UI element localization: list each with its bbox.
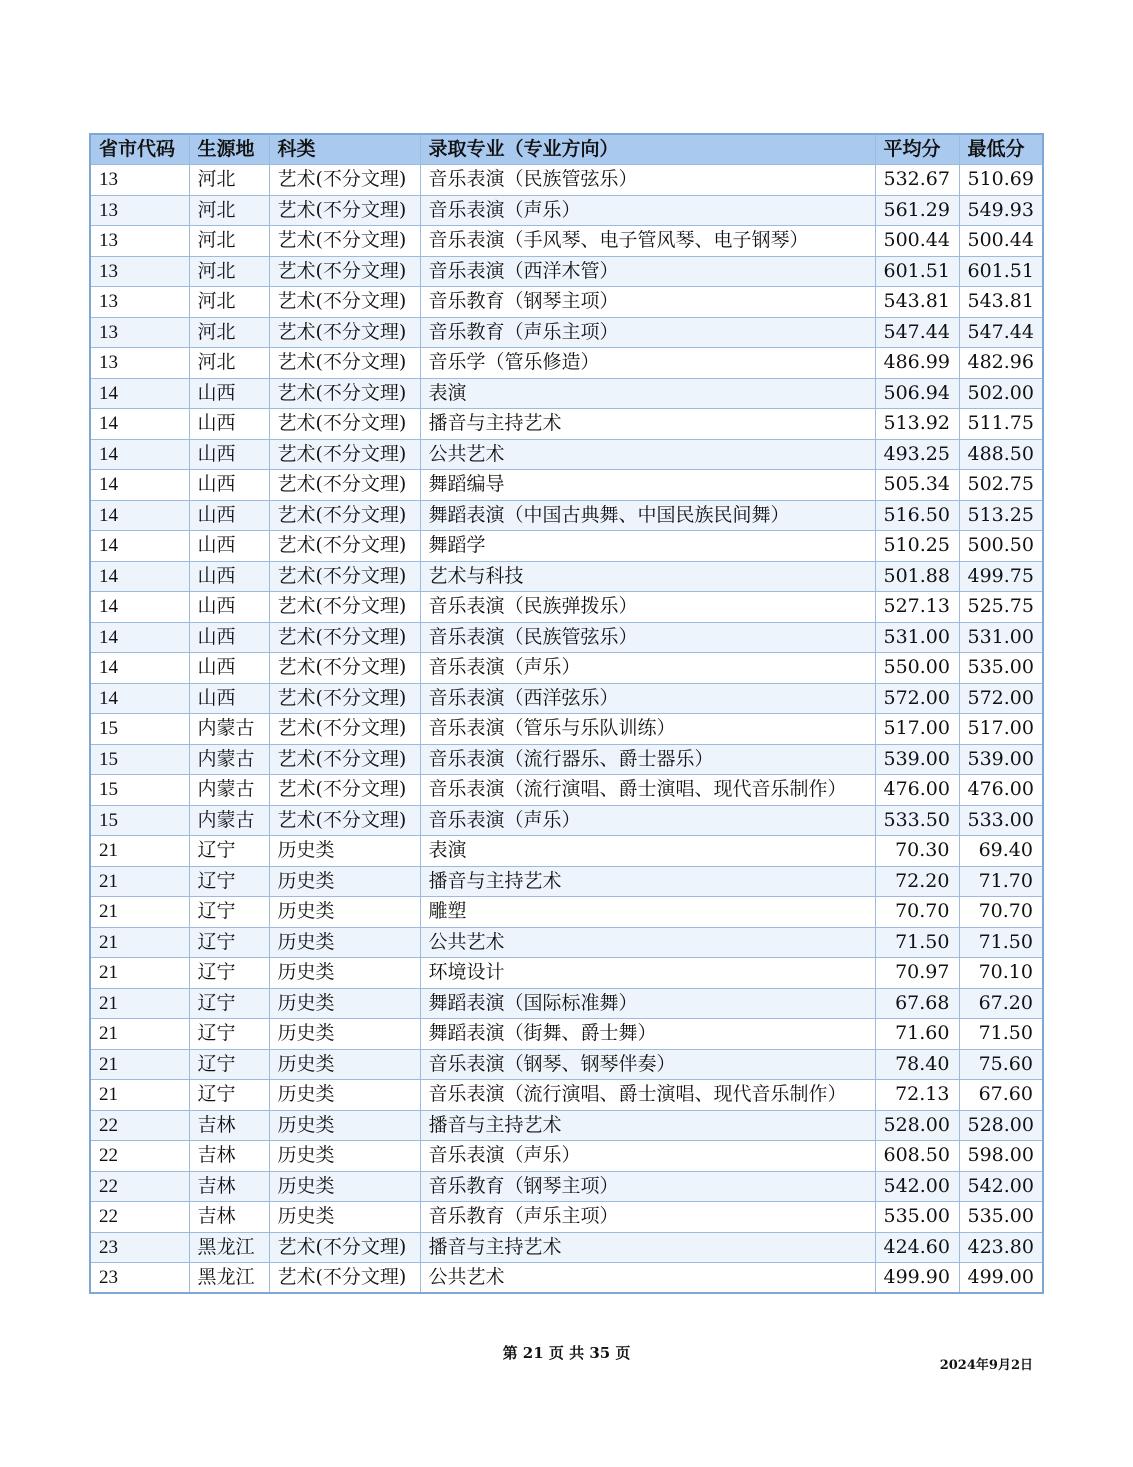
- province-code-cell: 14: [90, 470, 189, 501]
- header-province-code: 省市代码: [90, 134, 189, 165]
- table-body: [90, 165, 1043, 1294]
- table-row: [90, 1049, 1043, 1080]
- minimum-score-cell: 549.93: [959, 195, 1043, 226]
- minimum-score-cell: 543.81: [959, 287, 1043, 318]
- category-cell: 艺术(不分文理): [269, 226, 420, 257]
- minimum-score-cell: 525.75: [959, 592, 1043, 623]
- minimum-score-cell: 499.75: [959, 561, 1043, 592]
- average-score-cell: 72.20: [875, 866, 959, 897]
- category-cell: 艺术(不分文理): [269, 592, 420, 623]
- province-code-cell: 22: [90, 1202, 189, 1233]
- minimum-score-cell: 598.00: [959, 1141, 1043, 1172]
- category-cell: 艺术(不分文理): [269, 409, 420, 440]
- average-score-cell: 542.00: [875, 1171, 959, 1202]
- table-row: [90, 683, 1043, 714]
- province-code-cell: 21: [90, 958, 189, 989]
- category-cell: 艺术(不分文理): [269, 683, 420, 714]
- category-cell: 艺术(不分文理): [269, 531, 420, 562]
- average-score-cell: 424.60: [875, 1232, 959, 1263]
- origin-cell: 内蒙古: [189, 805, 269, 836]
- minimum-score-cell: 502.00: [959, 378, 1043, 409]
- origin-cell: 辽宁: [189, 1049, 269, 1080]
- major-cell: 音乐表演（声乐）: [420, 1141, 875, 1172]
- province-code-cell: 21: [90, 836, 189, 867]
- average-score-cell: 71.60: [875, 1019, 959, 1050]
- header-category: 科类: [269, 134, 420, 165]
- minimum-score-cell: 71.50: [959, 927, 1043, 958]
- major-cell: 音乐学（管乐修造）: [420, 348, 875, 379]
- average-score-cell: 561.29: [875, 195, 959, 226]
- province-code-cell: 13: [90, 348, 189, 379]
- minimum-score-cell: 528.00: [959, 1110, 1043, 1141]
- origin-cell: 山西: [189, 653, 269, 684]
- table-row: [90, 531, 1043, 562]
- category-cell: 历史类: [269, 958, 420, 989]
- minimum-score-cell: 510.69: [959, 165, 1043, 196]
- table-row: [90, 897, 1043, 928]
- minimum-score-cell: 601.51: [959, 256, 1043, 287]
- major-cell: 表演: [420, 378, 875, 409]
- table-row: [90, 927, 1043, 958]
- minimum-score-cell: 535.00: [959, 1202, 1043, 1233]
- admission-scores-table: [89, 133, 1044, 1294]
- average-score-cell: 493.25: [875, 439, 959, 470]
- origin-cell: 内蒙古: [189, 714, 269, 745]
- average-score-cell: 527.13: [875, 592, 959, 623]
- table-row: [90, 958, 1043, 989]
- major-cell: 音乐表演（西洋弦乐）: [420, 683, 875, 714]
- major-cell: 舞蹈编导: [420, 470, 875, 501]
- average-score-cell: 70.30: [875, 836, 959, 867]
- origin-cell: 内蒙古: [189, 775, 269, 806]
- minimum-score-cell: 499.00: [959, 1263, 1043, 1294]
- province-code-cell: 14: [90, 500, 189, 531]
- origin-cell: 河北: [189, 165, 269, 196]
- category-cell: 艺术(不分文理): [269, 165, 420, 196]
- origin-cell: 山西: [189, 409, 269, 440]
- major-cell: 环境设计: [420, 958, 875, 989]
- major-cell: 音乐表演（钢琴、钢琴伴奏）: [420, 1049, 875, 1080]
- average-score-cell: 500.44: [875, 226, 959, 257]
- major-cell: 音乐表演（西洋木管）: [420, 256, 875, 287]
- category-cell: 历史类: [269, 1110, 420, 1141]
- province-code-cell: 14: [90, 561, 189, 592]
- minimum-score-cell: 500.50: [959, 531, 1043, 562]
- major-cell: 音乐表演（流行演唱、爵士演唱、现代音乐制作）: [420, 1080, 875, 1111]
- origin-cell: 山西: [189, 439, 269, 470]
- table-row: [90, 1232, 1043, 1263]
- category-cell: 历史类: [269, 1202, 420, 1233]
- province-code-cell: 23: [90, 1232, 189, 1263]
- province-code-cell: 14: [90, 592, 189, 623]
- major-cell: 音乐教育（钢琴主项）: [420, 1171, 875, 1202]
- table-row: [90, 988, 1043, 1019]
- province-code-cell: 15: [90, 714, 189, 745]
- origin-cell: 辽宁: [189, 988, 269, 1019]
- table-row: [90, 348, 1043, 379]
- minimum-score-cell: 70.70: [959, 897, 1043, 928]
- category-cell: 艺术(不分文理): [269, 317, 420, 348]
- province-code-cell: 13: [90, 195, 189, 226]
- average-score-cell: 70.70: [875, 897, 959, 928]
- header-average-score: 平均分: [875, 134, 959, 165]
- category-cell: 艺术(不分文理): [269, 256, 420, 287]
- page-number: 第 21 页 共 35 页: [502, 1344, 631, 1362]
- origin-cell: 吉林: [189, 1141, 269, 1172]
- major-cell: 雕塑: [420, 897, 875, 928]
- header-origin: 生源地: [189, 134, 269, 165]
- minimum-score-cell: 502.75: [959, 470, 1043, 501]
- origin-cell: 河北: [189, 348, 269, 379]
- average-score-cell: 539.00: [875, 744, 959, 775]
- major-cell: 音乐表演（声乐）: [420, 653, 875, 684]
- average-score-cell: 499.90: [875, 1263, 959, 1294]
- category-cell: 艺术(不分文理): [269, 439, 420, 470]
- table-row: [90, 195, 1043, 226]
- major-cell: 公共艺术: [420, 439, 875, 470]
- table-row: [90, 409, 1043, 440]
- average-score-cell: 506.94: [875, 378, 959, 409]
- province-code-cell: 15: [90, 805, 189, 836]
- category-cell: 历史类: [269, 1171, 420, 1202]
- province-code-cell: 14: [90, 653, 189, 684]
- origin-cell: 山西: [189, 683, 269, 714]
- major-cell: 音乐表演（管乐与乐队训练）: [420, 714, 875, 745]
- table-row: [90, 561, 1043, 592]
- province-code-cell: 21: [90, 866, 189, 897]
- category-cell: 艺术(不分文理): [269, 195, 420, 226]
- table-row: [90, 287, 1043, 318]
- minimum-score-cell: 67.60: [959, 1080, 1043, 1111]
- table-row: [90, 500, 1043, 531]
- table-row: [90, 378, 1043, 409]
- major-cell: 公共艺术: [420, 927, 875, 958]
- province-code-cell: 15: [90, 775, 189, 806]
- province-code-cell: 21: [90, 1049, 189, 1080]
- table-row: [90, 714, 1043, 745]
- category-cell: 历史类: [269, 866, 420, 897]
- province-code-cell: 14: [90, 409, 189, 440]
- average-score-cell: 532.67: [875, 165, 959, 196]
- table-row: [90, 1171, 1043, 1202]
- major-cell: 播音与主持艺术: [420, 409, 875, 440]
- province-code-cell: 14: [90, 683, 189, 714]
- average-score-cell: 531.00: [875, 622, 959, 653]
- average-score-cell: 547.44: [875, 317, 959, 348]
- minimum-score-cell: 572.00: [959, 683, 1043, 714]
- minimum-score-cell: 488.50: [959, 439, 1043, 470]
- category-cell: 历史类: [269, 897, 420, 928]
- table-row: [90, 165, 1043, 196]
- minimum-score-cell: 539.00: [959, 744, 1043, 775]
- minimum-score-cell: 75.60: [959, 1049, 1043, 1080]
- print-date: 2024年9月2日: [939, 1358, 1033, 1373]
- table-header: [90, 134, 1043, 165]
- origin-cell: 黑龙江: [189, 1232, 269, 1263]
- table-row: [90, 866, 1043, 897]
- major-cell: 舞蹈表演（国际标准舞）: [420, 988, 875, 1019]
- origin-cell: 山西: [189, 592, 269, 623]
- average-score-cell: 486.99: [875, 348, 959, 379]
- table-row: [90, 836, 1043, 867]
- average-score-cell: 535.00: [875, 1202, 959, 1233]
- origin-cell: 山西: [189, 561, 269, 592]
- average-score-cell: 528.00: [875, 1110, 959, 1141]
- average-score-cell: 601.51: [875, 256, 959, 287]
- average-score-cell: 533.50: [875, 805, 959, 836]
- category-cell: 艺术(不分文理): [269, 1232, 420, 1263]
- major-cell: 艺术与科技: [420, 561, 875, 592]
- minimum-score-cell: 513.25: [959, 500, 1043, 531]
- minimum-score-cell: 482.96: [959, 348, 1043, 379]
- category-cell: 历史类: [269, 927, 420, 958]
- major-cell: 音乐表演（声乐）: [420, 195, 875, 226]
- origin-cell: 河北: [189, 256, 269, 287]
- province-code-cell: 21: [90, 988, 189, 1019]
- province-code-cell: 14: [90, 378, 189, 409]
- origin-cell: 吉林: [189, 1171, 269, 1202]
- table-row: [90, 317, 1043, 348]
- category-cell: 艺术(不分文理): [269, 500, 420, 531]
- major-cell: 音乐表演（民族弹拨乐）: [420, 592, 875, 623]
- table-row: [90, 622, 1043, 653]
- minimum-score-cell: 71.70: [959, 866, 1043, 897]
- origin-cell: 河北: [189, 317, 269, 348]
- major-cell: 音乐教育（声乐主项）: [420, 1202, 875, 1233]
- category-cell: 历史类: [269, 1019, 420, 1050]
- category-cell: 艺术(不分文理): [269, 805, 420, 836]
- origin-cell: 山西: [189, 378, 269, 409]
- category-cell: 艺术(不分文理): [269, 561, 420, 592]
- category-cell: 历史类: [269, 836, 420, 867]
- province-code-cell: 21: [90, 1080, 189, 1111]
- province-code-cell: 14: [90, 439, 189, 470]
- origin-cell: 辽宁: [189, 958, 269, 989]
- average-score-cell: 543.81: [875, 287, 959, 318]
- average-score-cell: 67.68: [875, 988, 959, 1019]
- province-code-cell: 13: [90, 287, 189, 318]
- major-cell: 播音与主持艺术: [420, 1110, 875, 1141]
- header-minimum-score: 最低分: [959, 134, 1043, 165]
- minimum-score-cell: 71.50: [959, 1019, 1043, 1050]
- minimum-score-cell: 542.00: [959, 1171, 1043, 1202]
- province-code-cell: 23: [90, 1263, 189, 1294]
- major-cell: 舞蹈表演（街舞、爵士舞）: [420, 1019, 875, 1050]
- category-cell: 艺术(不分文理): [269, 470, 420, 501]
- average-score-cell: 70.97: [875, 958, 959, 989]
- minimum-score-cell: 535.00: [959, 653, 1043, 684]
- minimum-score-cell: 423.80: [959, 1232, 1043, 1263]
- origin-cell: 山西: [189, 470, 269, 501]
- average-score-cell: 516.50: [875, 500, 959, 531]
- category-cell: 艺术(不分文理): [269, 775, 420, 806]
- province-code-cell: 22: [90, 1171, 189, 1202]
- province-code-cell: 22: [90, 1141, 189, 1172]
- origin-cell: 河北: [189, 287, 269, 318]
- major-cell: 播音与主持艺术: [420, 866, 875, 897]
- minimum-score-cell: 476.00: [959, 775, 1043, 806]
- major-cell: 音乐教育（钢琴主项）: [420, 287, 875, 318]
- category-cell: 艺术(不分文理): [269, 714, 420, 745]
- province-code-cell: 21: [90, 1019, 189, 1050]
- major-cell: 播音与主持艺术: [420, 1232, 875, 1263]
- table-row: [90, 1202, 1043, 1233]
- origin-cell: 河北: [189, 226, 269, 257]
- origin-cell: 辽宁: [189, 927, 269, 958]
- average-score-cell: 78.40: [875, 1049, 959, 1080]
- origin-cell: 山西: [189, 531, 269, 562]
- major-cell: 音乐表演（声乐）: [420, 805, 875, 836]
- average-score-cell: 476.00: [875, 775, 959, 806]
- major-cell: 音乐表演（民族管弦乐）: [420, 622, 875, 653]
- province-code-cell: 13: [90, 165, 189, 196]
- average-score-cell: 608.50: [875, 1141, 959, 1172]
- table-row: [90, 592, 1043, 623]
- category-cell: 艺术(不分文理): [269, 744, 420, 775]
- minimum-score-cell: 517.00: [959, 714, 1043, 745]
- category-cell: 历史类: [269, 988, 420, 1019]
- minimum-score-cell: 531.00: [959, 622, 1043, 653]
- table-row: [90, 1080, 1043, 1111]
- origin-cell: 内蒙古: [189, 744, 269, 775]
- major-cell: 舞蹈表演（中国古典舞、中国民族民间舞）: [420, 500, 875, 531]
- table-row: [90, 256, 1043, 287]
- average-score-cell: 510.25: [875, 531, 959, 562]
- average-score-cell: 572.00: [875, 683, 959, 714]
- major-cell: 音乐教育（声乐主项）: [420, 317, 875, 348]
- origin-cell: 辽宁: [189, 897, 269, 928]
- table-row: [90, 805, 1043, 836]
- category-cell: 历史类: [269, 1049, 420, 1080]
- major-cell: 公共艺术: [420, 1263, 875, 1294]
- origin-cell: 辽宁: [189, 836, 269, 867]
- category-cell: 历史类: [269, 1080, 420, 1111]
- average-score-cell: 71.50: [875, 927, 959, 958]
- province-code-cell: 15: [90, 744, 189, 775]
- major-cell: 音乐表演（民族管弦乐）: [420, 165, 875, 196]
- category-cell: 艺术(不分文理): [269, 378, 420, 409]
- major-cell: 音乐表演（流行器乐、爵士器乐）: [420, 744, 875, 775]
- province-code-cell: 22: [90, 1110, 189, 1141]
- average-score-cell: 505.34: [875, 470, 959, 501]
- province-code-cell: 13: [90, 226, 189, 257]
- origin-cell: 辽宁: [189, 866, 269, 897]
- major-cell: 音乐表演（手风琴、电子管风琴、电子钢琴）: [420, 226, 875, 257]
- category-cell: 艺术(不分文理): [269, 348, 420, 379]
- category-cell: 艺术(不分文理): [269, 653, 420, 684]
- origin-cell: 辽宁: [189, 1080, 269, 1111]
- origin-cell: 河北: [189, 195, 269, 226]
- table-row: [90, 1019, 1043, 1050]
- minimum-score-cell: 67.20: [959, 988, 1043, 1019]
- table-row: [90, 653, 1043, 684]
- average-score-cell: 72.13: [875, 1080, 959, 1111]
- category-cell: 艺术(不分文理): [269, 622, 420, 653]
- minimum-score-cell: 500.44: [959, 226, 1043, 257]
- province-code-cell: 21: [90, 927, 189, 958]
- table-row: [90, 1110, 1043, 1141]
- origin-cell: 辽宁: [189, 1019, 269, 1050]
- header-row: [90, 134, 1043, 165]
- category-cell: 艺术(不分文理): [269, 1263, 420, 1294]
- table-row: [90, 439, 1043, 470]
- table-row: [90, 470, 1043, 501]
- table-row: [90, 226, 1043, 257]
- average-score-cell: 501.88: [875, 561, 959, 592]
- table-row: [90, 775, 1043, 806]
- province-code-cell: 21: [90, 897, 189, 928]
- major-cell: 音乐表演（流行演唱、爵士演唱、现代音乐制作）: [420, 775, 875, 806]
- province-code-cell: 14: [90, 622, 189, 653]
- category-cell: 艺术(不分文理): [269, 287, 420, 318]
- table-row: [90, 1141, 1043, 1172]
- header-major: 录取专业（专业方向）: [420, 134, 875, 165]
- major-cell: 表演: [420, 836, 875, 867]
- origin-cell: 山西: [189, 622, 269, 653]
- origin-cell: 山西: [189, 500, 269, 531]
- origin-cell: 吉林: [189, 1110, 269, 1141]
- category-cell: 历史类: [269, 1141, 420, 1172]
- average-score-cell: 550.00: [875, 653, 959, 684]
- origin-cell: 黑龙江: [189, 1263, 269, 1294]
- table-row: [90, 1263, 1043, 1294]
- minimum-score-cell: 547.44: [959, 317, 1043, 348]
- origin-cell: 吉林: [189, 1202, 269, 1233]
- minimum-score-cell: 533.00: [959, 805, 1043, 836]
- province-code-cell: 13: [90, 317, 189, 348]
- minimum-score-cell: 69.40: [959, 836, 1043, 867]
- average-score-cell: 517.00: [875, 714, 959, 745]
- table-row: [90, 744, 1043, 775]
- minimum-score-cell: 70.10: [959, 958, 1043, 989]
- major-cell: 舞蹈学: [420, 531, 875, 562]
- province-code-cell: 13: [90, 256, 189, 287]
- province-code-cell: 14: [90, 531, 189, 562]
- average-score-cell: 513.92: [875, 409, 959, 440]
- minimum-score-cell: 511.75: [959, 409, 1043, 440]
